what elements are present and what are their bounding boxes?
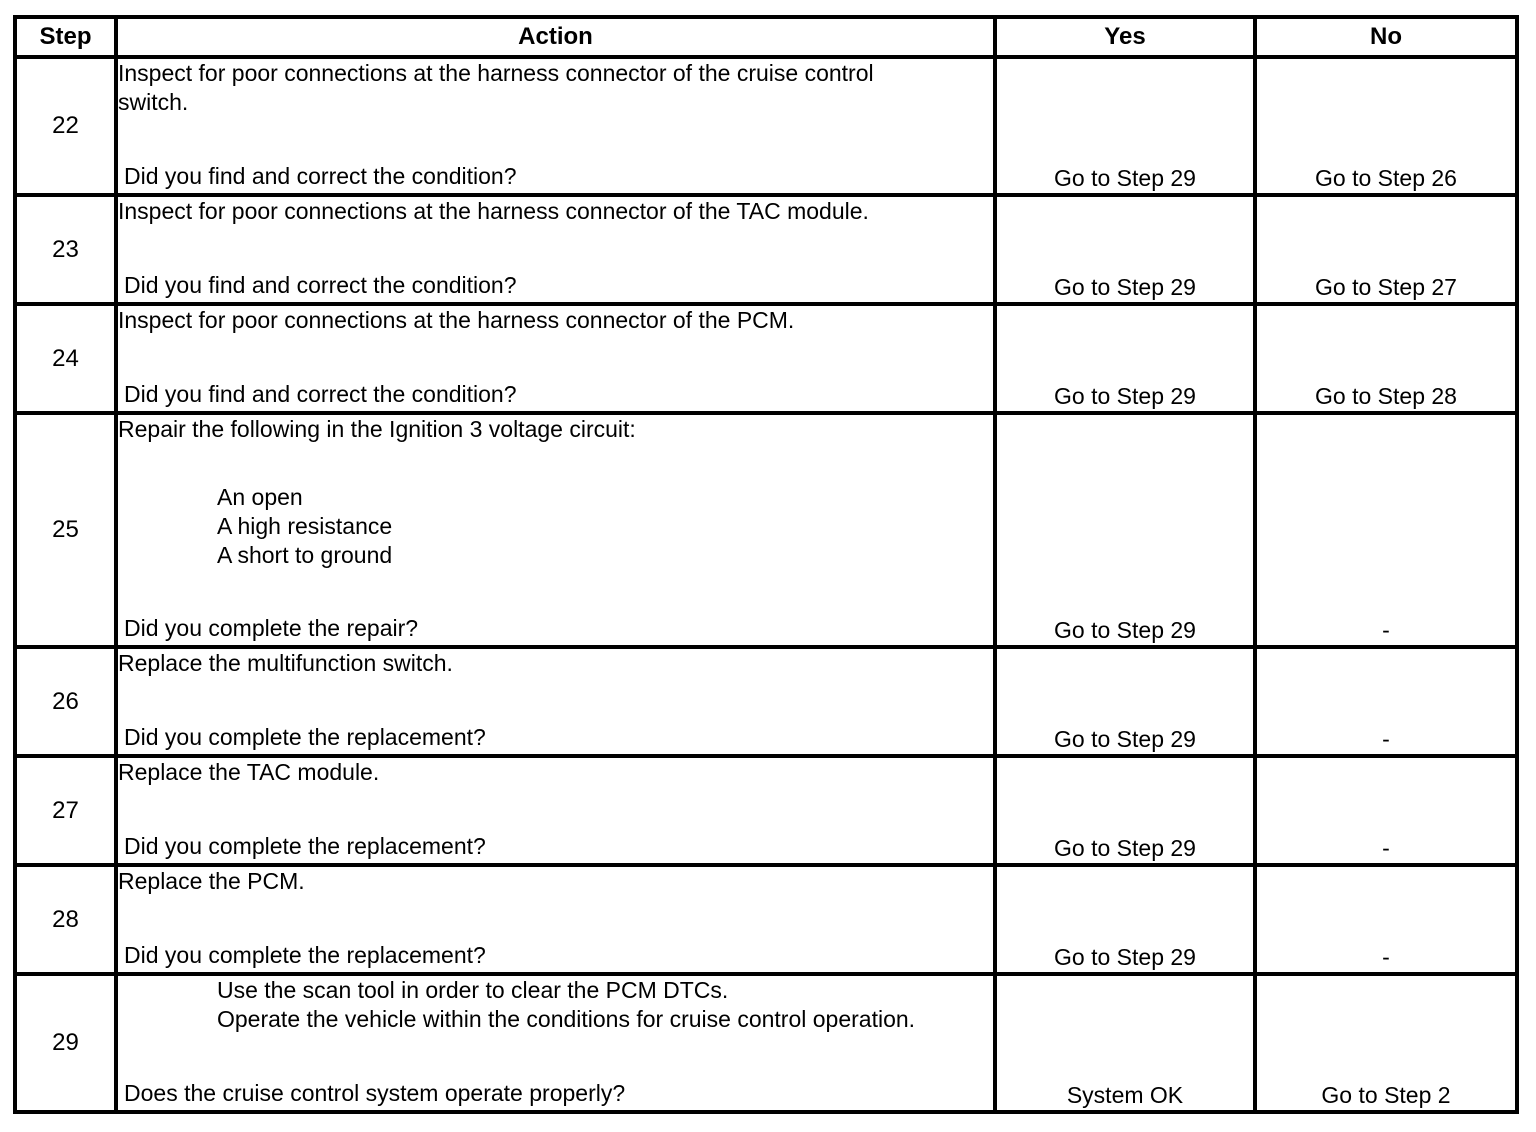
action-list-item: Use the scan tool in order to clear the PCM DTCs. <box>217 977 729 1003</box>
no-result: - <box>1255 756 1517 865</box>
action-list-item: An open <box>217 484 303 510</box>
action-question: Did you complete the replacement? <box>124 724 486 750</box>
action-instruction: switch. <box>118 89 189 115</box>
action-instruction: Inspect for poor connections at the harness connector of the PCM. <box>118 307 795 333</box>
yes-result: Go to Step 29 <box>995 756 1255 865</box>
action-cell <box>116 304 995 413</box>
step-number: 23 <box>15 195 116 304</box>
action-question: Did you find and correct the condition? <box>124 163 517 189</box>
action-instruction: Replace the TAC module. <box>118 759 380 785</box>
action-instruction: Replace the multifunction switch. <box>118 650 453 676</box>
header-row <box>15 17 1517 57</box>
action-question: Did you find and correct the condition? <box>124 272 517 298</box>
table-row <box>15 413 1517 647</box>
step-number: 22 <box>15 57 116 195</box>
yes-result: System OK <box>995 974 1255 1112</box>
no-result: Go to Step 27 <box>1255 195 1517 304</box>
action-question: Does the cruise control system operate properly? <box>124 1080 626 1106</box>
no-result: - <box>1255 865 1517 974</box>
yes-result: Go to Step 29 <box>995 865 1255 974</box>
yes-result: Go to Step 29 <box>995 413 1255 647</box>
step-number: 25 <box>15 413 116 647</box>
action-list-item: Operate the vehicle within the conditions for cruise control operation. <box>217 1006 916 1032</box>
action-cell <box>116 865 995 974</box>
step-number: 24 <box>15 304 116 413</box>
yes-result: Go to Step 29 <box>995 195 1255 304</box>
no-result: Go to Step 2 <box>1255 974 1517 1112</box>
action-instruction: Repair the following in the Ignition 3 voltage circuit: <box>118 416 636 442</box>
header-action: Action <box>116 17 995 57</box>
action-question: Did you find and correct the condition? <box>124 381 517 407</box>
step-number: 26 <box>15 647 116 756</box>
action-question: Did you complete the replacement? <box>124 833 486 859</box>
step-number: 27 <box>15 756 116 865</box>
table-row <box>15 756 1517 865</box>
action-list-item: A high resistance <box>217 513 393 539</box>
action-instruction: Inspect for poor connections at the harness connector of the TAC module. <box>118 198 869 224</box>
no-result: - <box>1255 647 1517 756</box>
table-row <box>15 865 1517 974</box>
table-row <box>15 57 1517 195</box>
action-cell <box>116 57 995 195</box>
no-result: Go to Step 26 <box>1255 57 1517 195</box>
step-number: 29 <box>15 974 116 1112</box>
action-question: Did you complete the repair? <box>124 615 419 641</box>
step-number: 28 <box>15 865 116 974</box>
action-list <box>118 483 993 570</box>
action-instruction: Inspect for poor connections at the harness connector of the cruise control <box>118 60 874 86</box>
action-cell <box>116 195 995 304</box>
table-row <box>15 647 1517 756</box>
action-list-item: A short to ground <box>217 542 393 568</box>
action-cell <box>116 413 995 647</box>
action-cell <box>116 756 995 865</box>
no-result: Go to Step 28 <box>1255 304 1517 413</box>
yes-result: Go to Step 29 <box>995 647 1255 756</box>
action-cell <box>116 647 995 756</box>
header-yes: Yes <box>995 17 1255 57</box>
action-cell <box>116 974 995 1112</box>
diagnostic-table <box>13 15 1519 1114</box>
no-result: - <box>1255 413 1517 647</box>
table-row <box>15 304 1517 413</box>
table-row <box>15 974 1517 1112</box>
action-instruction: Replace the PCM. <box>118 868 305 894</box>
header-no: No <box>1255 17 1517 57</box>
yes-result: Go to Step 29 <box>995 57 1255 195</box>
table-body <box>15 57 1517 1112</box>
yes-result: Go to Step 29 <box>995 304 1255 413</box>
table-row <box>15 195 1517 304</box>
action-question: Did you complete the replacement? <box>124 942 486 968</box>
action-list <box>118 976 993 1034</box>
header-step: Step <box>15 17 116 57</box>
